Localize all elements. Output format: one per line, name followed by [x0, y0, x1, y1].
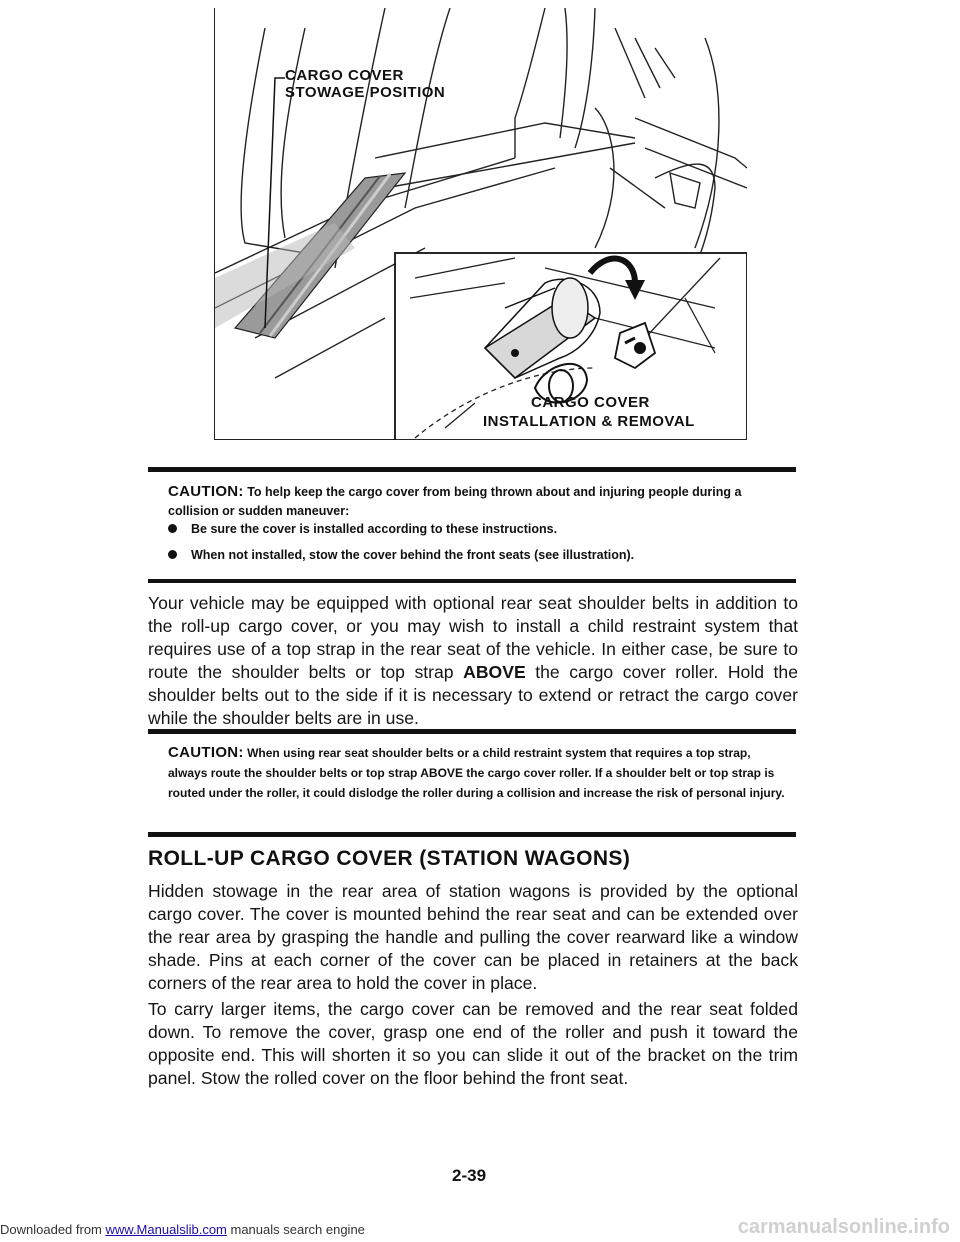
caution-text: To help keep the cargo cover from being thrown about and injuring people during a collision or sudden maneuver:	[168, 485, 742, 518]
cargo-cover-illustration	[214, 8, 746, 440]
caution2-lead: CAUTION:	[168, 744, 244, 761]
caution2-rule-top	[148, 729, 796, 734]
caution-lead: CAUTION:	[168, 483, 244, 500]
caution2-rule-bottom	[148, 832, 796, 837]
bullet-dot-icon	[168, 524, 177, 533]
emphasis-above: ABOVE	[463, 662, 526, 682]
figure-label-stowage-line1: CARGO COVER	[285, 67, 404, 84]
paragraph-remove-cover: To carry larger items, the cargo cover can be removed and the rear seat folded down. To remove the cover, grasp one end of the roller and push it toward the opposite end. This will shorten it so you can slide it out of the bracket on the trim panel. Stow the rolled cover on the floor behind the front seat.	[148, 999, 798, 1088]
manualslib-link[interactable]: www.Manualslib.com	[105, 1222, 227, 1237]
figure-label-stowage-line2: STOWAGE POSITION	[285, 84, 446, 101]
caution-bullet-2: When not installed, stow the cover behind the front seats (see illustration).	[168, 548, 634, 562]
caution-rule-bottom	[148, 579, 796, 583]
paragraph-hidden-stowage: Hidden stowage in the rear area of station wagons is provided by the optional cargo cover. The cover is mounted behind the rear seat and can be extended over the rear area by grasping the handle and pulling the cover rearward like a window shade. Pins at each corner of the cover can be placed in retainers at the back corners of the rear area to hold the cover in place.	[148, 881, 798, 993]
section-heading: ROLL-UP CARGO COVER (STATION WAGONS)	[148, 847, 631, 870]
footer: Downloaded from www.Manualslib.com manuals search engine	[0, 1222, 365, 1237]
bullet-dot-icon	[168, 550, 177, 559]
caution-bullet-1: Be sure the cover is installed according to these instructions.	[168, 522, 557, 536]
caution2-text: When using rear seat shoulder belts or a child restraint system that requires a top strap, always route the shoulder belts or top strap ABOVE the cargo cover roller. If a shoulder belt or top strap is routed under the roller, it could dislodge the roller during a collision and increase the risk of personal injury.	[168, 746, 785, 800]
caution-rule-top	[148, 467, 796, 472]
figure-label-installation-line1: CARGO COVER	[531, 394, 650, 411]
paragraph-shoulder-belts: Your vehicle may be equipped with optional rear seat shoulder belts in addition to the roll-up cargo cover, or you may wish to install a child restraint system that requires use of a top strap in the rear seat of the vehicle. In either case, be sure to route the shoulder belts or top strap ABOVE the cargo cover roller. Hold the shoulder belts out to the side if it is necessary to extend or retract the cargo cover while the shoulder belts are in use.	[148, 593, 798, 728]
figure-label-installation-line2: INSTALLATION & REMOVAL	[483, 413, 695, 430]
caution-notice-2	[168, 743, 790, 803]
page-number: 2-39	[452, 1166, 487, 1185]
watermark: carmanualsonline.info	[737, 1216, 950, 1238]
caution-notice-1	[168, 482, 788, 521]
